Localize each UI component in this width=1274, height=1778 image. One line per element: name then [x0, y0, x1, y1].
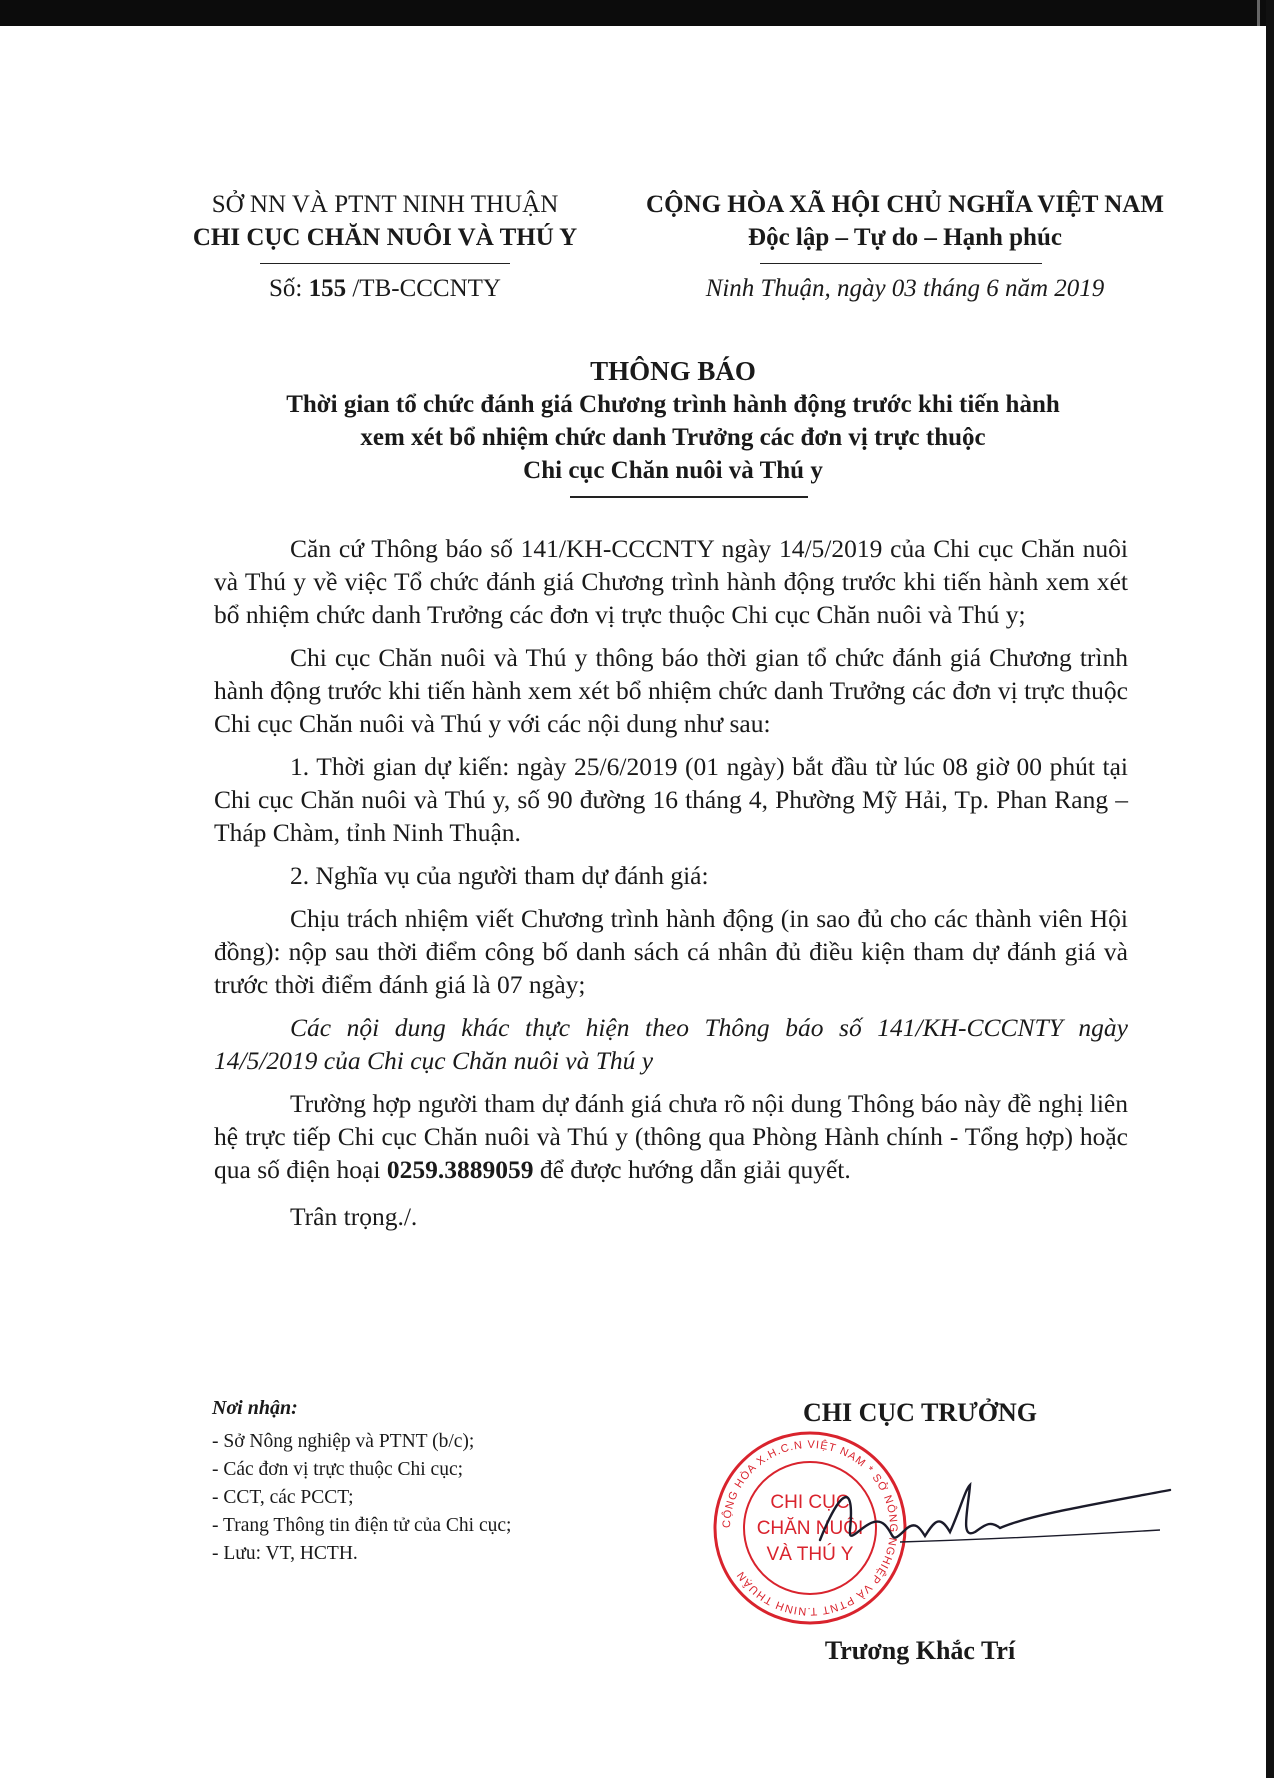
- place-date: Ninh Thuận, ngày 03 tháng 6 năm 2019: [705, 275, 1105, 302]
- agency-underline: [260, 263, 510, 264]
- subtitle-line-3: Chi cục Chăn nuôi và Thú y: [523, 457, 823, 484]
- recipient-item: - CCT, các PCCT;: [212, 1487, 354, 1508]
- signature-tail: [900, 1530, 1160, 1542]
- seal-center-line-2: CHĂN NUÔI: [756, 1518, 864, 1539]
- paragraph-basis: Căn cứ Thông báo số 141/KH-CCCNTY ngày 14/5/2019 của Chi cục Chăn nuôi và Thú y về việc Tổ chức đánh giá Chương trình hành động trước khi tiến hành xem xét bổ nhiệm chức danh Trưởng các đơn vị trực thuộc Chi cục Chăn nuôi và Thú y;: [214, 534, 1128, 629]
- national-header: [620, 190, 1190, 256]
- recipient-item: - Lưu: VT, HCTH.: [212, 1543, 358, 1564]
- title-underline: [570, 496, 808, 498]
- closing: Trân trọng./.: [290, 1202, 418, 1231]
- scan-border-right: [1266, 0, 1274, 1778]
- subtitle-line-2: xem xét bổ nhiệm chức danh Trưởng các đơn vị trực thuộc: [360, 424, 986, 451]
- signer-title: CHI CỤC TRƯỞNG: [802, 1398, 1037, 1427]
- paragraph-item-1: 1. Thời gian dự kiến: ngày 25/6/2019 (01 ngày) bắt đầu từ lúc 08 giờ 00 phút tại Chi cục Chăn nuôi và Thú y, số 90 đường 16 tháng 4, Phường Mỹ Hải, Tp. Phan Rang – Tháp Chàm, tỉnh Ninh Thuận.: [214, 752, 1128, 847]
- recipient-item: - Sở Nông nghiệp và PTNT (b/c);: [212, 1431, 475, 1452]
- document-number: [150, 274, 620, 304]
- signature-stroke: [820, 1485, 1170, 1540]
- document-subtitle: [150, 388, 1196, 487]
- paragraph-contact: [214, 1087, 1128, 1186]
- contact-text: Trường hợp người tham dự đánh giá chưa rõ nội dung Thông báo này đề nghị liên hệ trực tiếp Chi cục Chăn nuôi và Thú y (thông qua Phòng Hành chính - Tổng hợp) hoặc qua số điện hoại: [214, 1089, 1128, 1184]
- doc-number-prefix: Số:: [269, 275, 309, 302]
- recipients-list: [212, 1428, 511, 1568]
- seal-ring-text: CỘNG HÒA X.H.C.N VIỆT NAM * SỞ NÔNG NGHIỆP VÀ PTNT T.NINH THUẬN: [720, 1438, 900, 1618]
- doc-number-suffix: /TB-CCCNTY: [346, 275, 501, 302]
- document-title: THÔNG BÁO: [590, 356, 756, 386]
- country-name: CỘNG HÒA XÃ HỘI CHỦ NGHĨA VIỆT NAM: [646, 191, 1164, 218]
- scan-mark: [1257, 0, 1260, 26]
- seal-center-line-3: VÀ THÚ Y: [766, 1544, 854, 1565]
- paragraph-other-content: Các nội dung khác thực hiện theo Thông báo số 141/KH-CCCNTY ngày 14/5/2019 của Chi cục Chăn nuôi và Thú y: [214, 1013, 1128, 1075]
- agency-name: CHI CỤC CHĂN NUÔI VÀ THÚ Y: [192, 224, 578, 251]
- recipients-heading: Nơi nhận:: [212, 1397, 298, 1419]
- paragraph-announcement: Chi cục Chăn nuôi và Thú y thông báo thời gian tổ chức đánh giá Chương trình hành động trước khi tiến hành xem xét bổ nhiệm chức danh Trưởng các đơn vị trực thuộc Chi cục Chăn nuôi và Thú y với các nội dung như sau:: [214, 643, 1128, 738]
- agency-header: [150, 190, 620, 256]
- contact-text-end: để được hướng dẫn giải quyết.: [533, 1155, 851, 1184]
- national-motto: Độc lập – Tự do – Hạnh phúc: [748, 224, 1062, 251]
- recipient-item: - Các đơn vị trực thuộc Chi cục;: [212, 1459, 464, 1480]
- motto-underline: [760, 263, 1042, 264]
- scan-border-top: [0, 0, 1274, 26]
- signer-name: Trương Khắc Trí: [824, 1636, 1016, 1665]
- document-body: [214, 532, 1128, 1243]
- recipient-item: - Trang Thông tin điện tử của Chi cục;: [212, 1515, 512, 1536]
- doc-number-value: 155: [308, 275, 347, 302]
- subtitle-line-1: Thời gian tổ chức đánh giá Chương trình hành động trước khi tiến hành: [286, 391, 1060, 418]
- paragraph-obligation: Chịu trách nhiệm viết Chương trình hành động (in sao đủ cho các thành viên Hội đồng): nộp sau thời điểm công bố danh sách cá nhân đủ điều kiện tham dự đánh giá và trước thời điểm đánh giá là 07 ngày;: [214, 904, 1128, 999]
- paragraph-item-2: 2. Nghĩa vụ của người tham dự đánh giá:: [290, 861, 709, 890]
- seal-center-line-1: CHI CỤC: [770, 1492, 850, 1513]
- agency-parent: SỞ NN VÀ PTNT NINH THUẬN: [211, 191, 559, 218]
- contact-phone: 0259.3889059: [386, 1155, 534, 1184]
- handwritten-signature: [800, 1470, 1180, 1580]
